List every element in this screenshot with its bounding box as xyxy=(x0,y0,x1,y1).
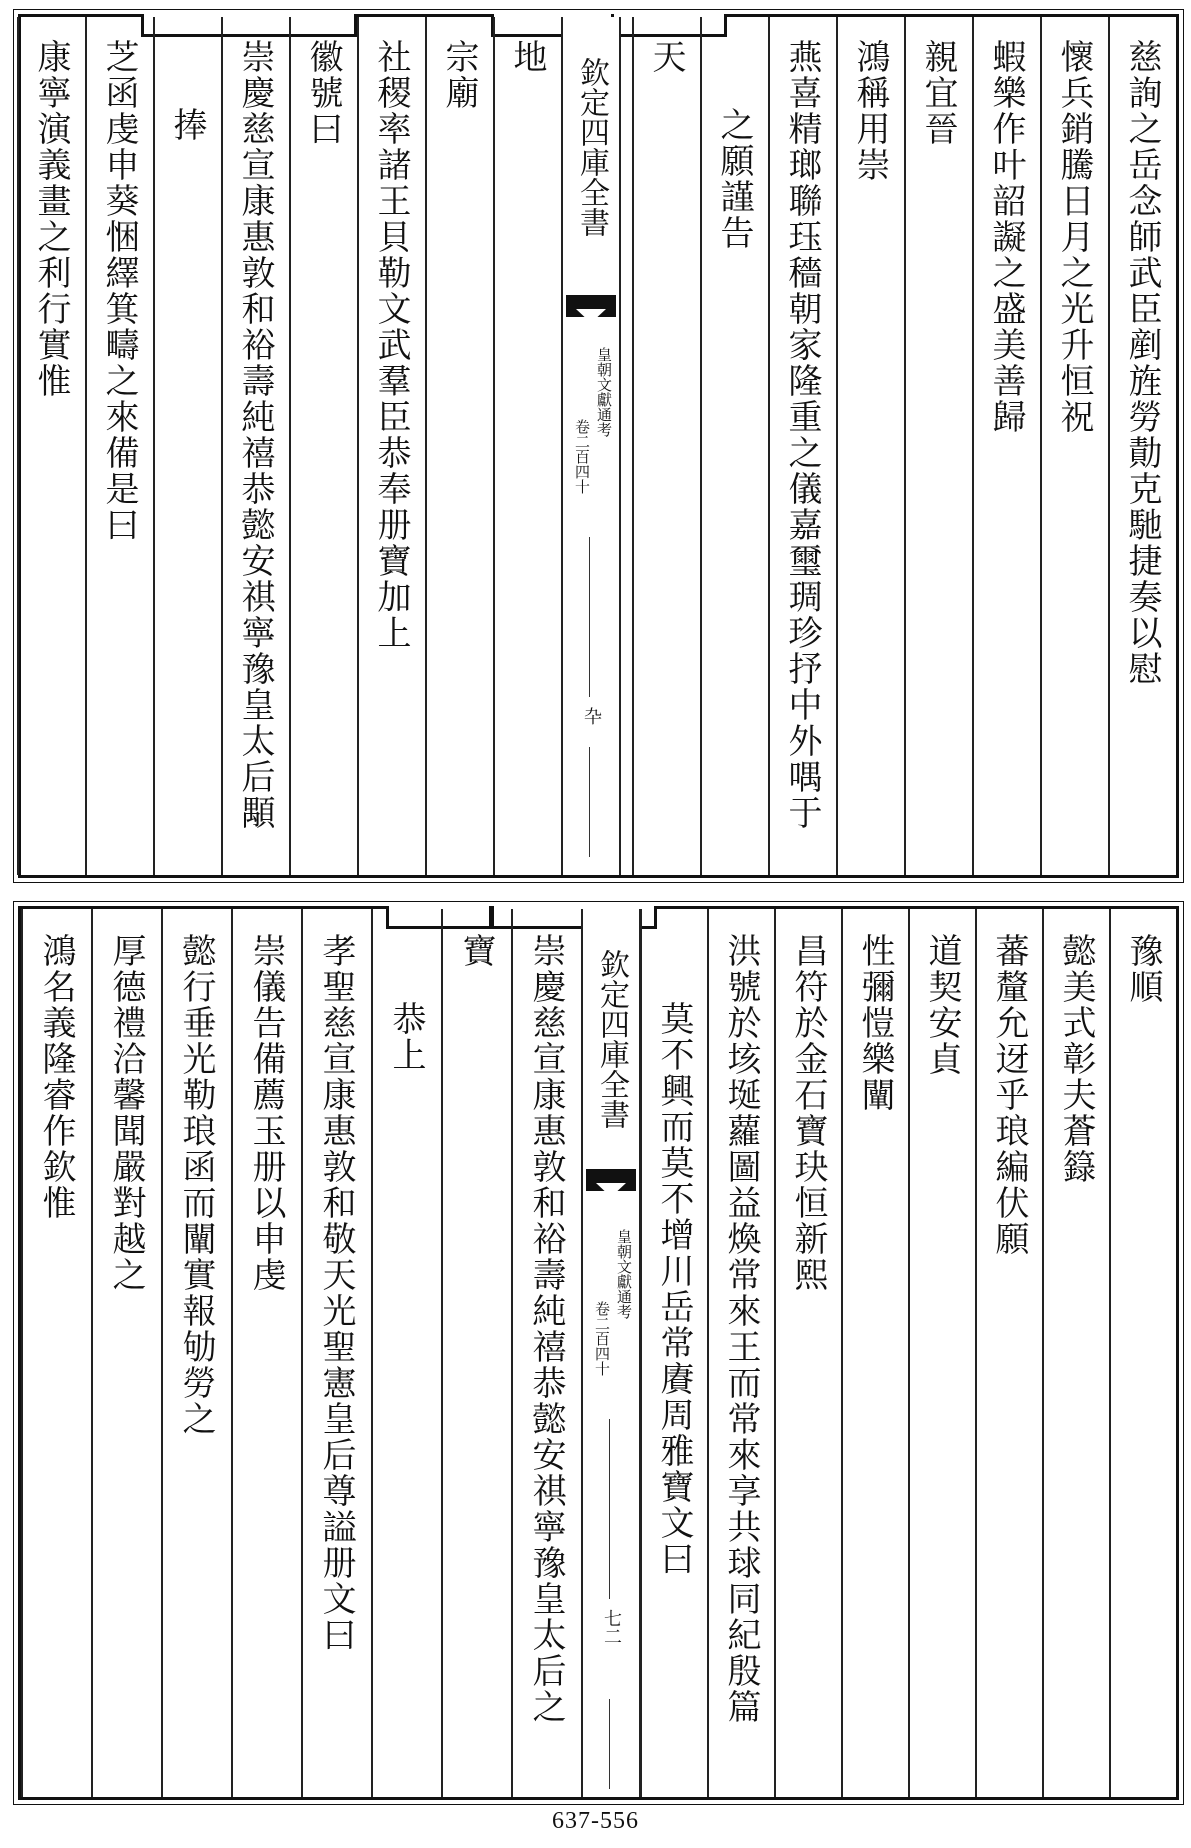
text-column xyxy=(707,909,774,1797)
text-column xyxy=(975,909,1042,1797)
text-column xyxy=(441,909,511,1797)
text-column xyxy=(85,17,153,875)
column-text: 性彌愷樂闡 xyxy=(855,933,895,1113)
text-column xyxy=(1042,909,1109,1797)
column-text: 蝦樂作叶韶譺之盛美善歸 xyxy=(986,39,1026,435)
column-text: 天 xyxy=(646,39,686,75)
column-text: 慈詢之岳念師武臣剷旌勞勣克馳捷奏以慰 xyxy=(1122,39,1162,687)
column-text: 之願謹告 xyxy=(714,107,754,251)
spine-line xyxy=(609,1419,610,1599)
spine-sub-title: 皇朝文獻通考 xyxy=(595,347,613,437)
column-text: 崇慶慈宣康惠敦和裕壽純禧恭懿安祺寧豫皇太后之 xyxy=(526,933,566,1725)
column-text: 洪號於垓埏蘿圖益煥常來王而常來享共球同紀殷篇 xyxy=(721,933,761,1725)
column-text: 懷兵銷騰日月之光升恒祝 xyxy=(1054,39,1094,435)
column-text: 懿行垂光勒琅函而闡實報劬勞之 xyxy=(176,933,216,1437)
text-column xyxy=(1040,17,1108,875)
spine-line xyxy=(589,537,590,697)
text-column xyxy=(425,17,493,875)
spine-line xyxy=(589,747,590,857)
column-text: 宗廟 xyxy=(439,39,479,111)
text-column xyxy=(231,909,301,1797)
text-column xyxy=(768,17,836,875)
text-column xyxy=(1108,17,1176,875)
spine-line xyxy=(609,1699,610,1789)
book-title: 欽定四庫全書 xyxy=(574,57,609,237)
text-column xyxy=(632,17,700,875)
column-text: 康寧演義畫之利行實惟 xyxy=(31,39,71,399)
column-text: 社稷率諸王貝勒文武羣臣恭奉册寶加上 xyxy=(371,39,411,651)
column-text: 鴻名義隆睿作欽惟 xyxy=(36,933,76,1221)
text-column xyxy=(511,909,581,1797)
column-text: 芝函虔申葵悃繹箕疇之來備是曰 xyxy=(99,39,139,543)
column-text: 地 xyxy=(507,39,547,75)
column-text: 崇儀告備薦玉册以申虔 xyxy=(246,933,286,1293)
column-text: 恭上 xyxy=(386,1001,426,1073)
page-footer-number: 637-556 xyxy=(552,1808,639,1834)
text-column xyxy=(357,17,425,875)
spine-chapter: 卷二百四十 xyxy=(573,419,591,494)
text-column xyxy=(774,909,841,1797)
column-text: 昌符於金石寶玦恒新熙 xyxy=(788,933,828,1293)
text-column xyxy=(221,17,289,875)
column-text: 鴻稱用崇 xyxy=(850,39,890,183)
text-column xyxy=(700,17,768,875)
text-column xyxy=(640,909,707,1797)
column-text: 寶 xyxy=(456,933,496,969)
text-column xyxy=(161,909,231,1797)
column-text: 厚德禮洽馨聞嚴對越之 xyxy=(106,933,146,1293)
text-column xyxy=(371,909,441,1797)
text-column xyxy=(836,17,904,875)
top-page xyxy=(18,14,1179,878)
column-text: 豫順 xyxy=(1123,933,1163,1005)
text-column xyxy=(91,909,161,1797)
bottom-page xyxy=(18,906,1179,1800)
spine-page-number: 卆 xyxy=(581,707,602,725)
spine-sub-title: 皇朝文獻通考 xyxy=(615,1229,633,1319)
column-text: 莫不興而莫不增川岳常賡周雅寶文曰 xyxy=(654,1001,694,1577)
column-text: 道契安貞 xyxy=(922,933,962,1077)
text-column xyxy=(289,17,357,875)
text-column xyxy=(17,17,85,875)
fish-tail-mark xyxy=(586,1169,636,1191)
bottom-center-spine xyxy=(581,909,641,1797)
column-text: 孝聖慈宣康惠敦和敬天光聖憲皇后尊謚册文曰 xyxy=(316,933,356,1653)
spine-page-number: 七二 xyxy=(601,1609,622,1645)
top-center-spine xyxy=(561,17,621,875)
text-column xyxy=(153,17,221,875)
text-column xyxy=(904,17,972,875)
book-title: 欽定四庫全書 xyxy=(594,949,629,1129)
text-column xyxy=(1109,909,1176,1797)
text-column xyxy=(21,909,91,1797)
text-column xyxy=(493,17,561,875)
fish-tail-mark xyxy=(566,295,616,317)
text-column xyxy=(841,909,908,1797)
column-text: 親宜晉 xyxy=(918,39,958,147)
spine-chapter: 卷二百四十 xyxy=(593,1301,611,1376)
text-column xyxy=(972,17,1040,875)
text-column xyxy=(908,909,975,1797)
column-text: 崇慶慈宣康惠敦和裕壽純禧恭懿安祺寧豫皇太后顒 xyxy=(235,39,275,831)
text-column xyxy=(301,909,371,1797)
column-text: 燕喜精瑯聯珏穡朝家隆重之儀嘉璽琱珍抒中外喁于 xyxy=(782,39,822,831)
column-text: 蕃釐允迓乎琅編伏願 xyxy=(989,933,1029,1257)
column-text: 徽號曰 xyxy=(303,39,343,147)
column-text: 捧 xyxy=(167,107,207,143)
column-text: 懿美式彰夫蒼籙 xyxy=(1056,933,1096,1185)
